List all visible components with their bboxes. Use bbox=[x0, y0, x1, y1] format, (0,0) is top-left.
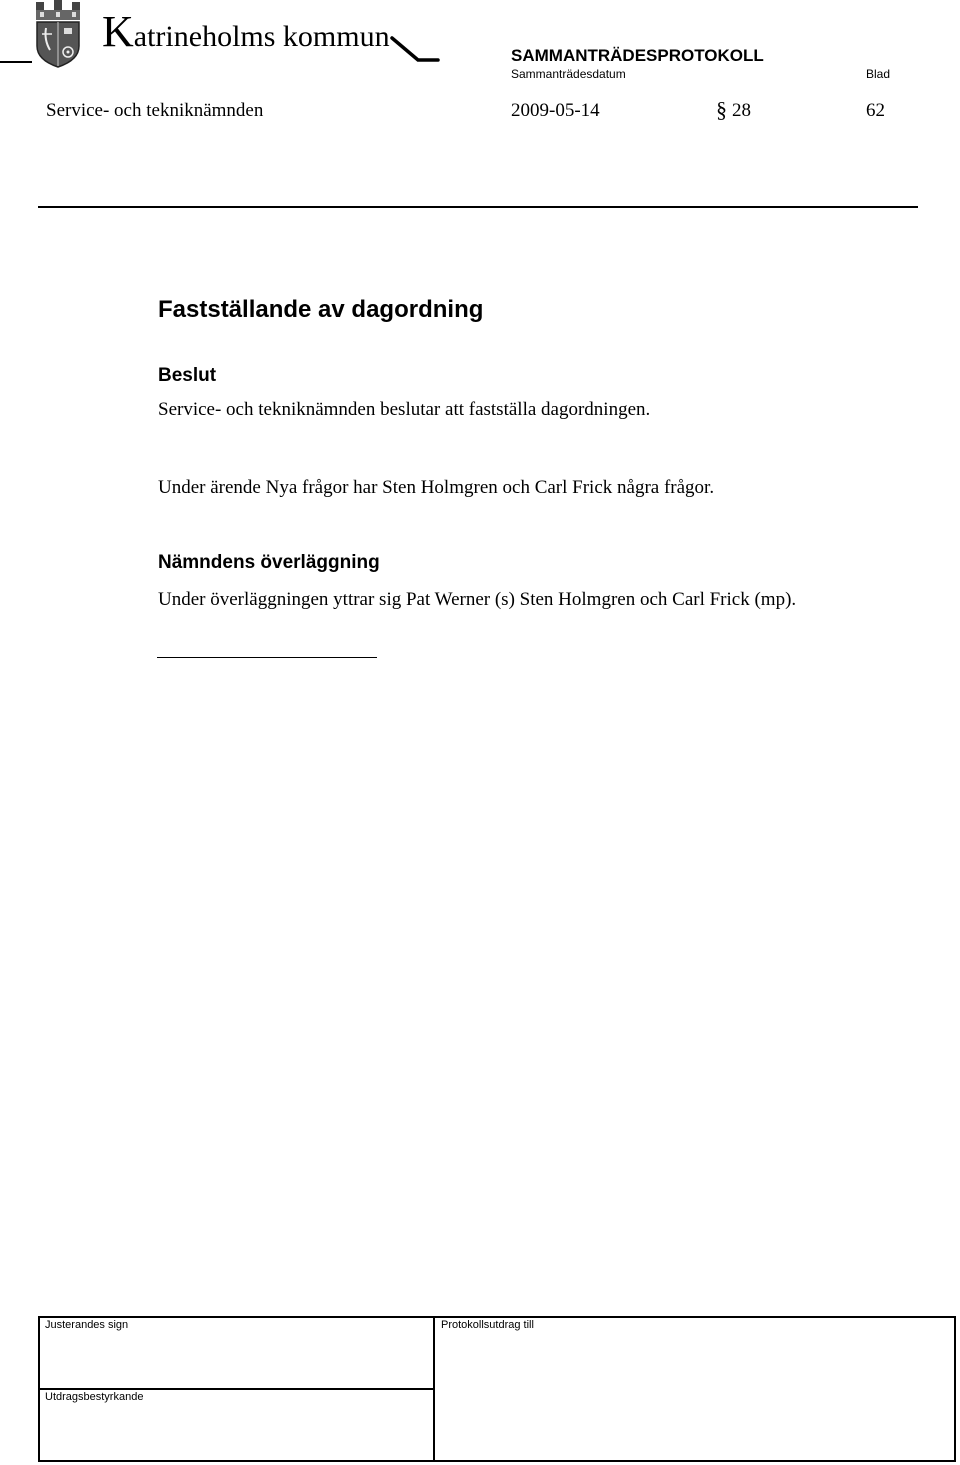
section-end-rule bbox=[157, 657, 377, 658]
meeting-date: 2009-05-14 bbox=[511, 100, 600, 121]
decision-text: Service- och tekniknämnden beslutar att fastställa dagordningen. bbox=[158, 399, 651, 420]
municipality-name-rest: atrineholms kommun bbox=[133, 20, 390, 53]
meeting-date-label: Sammanträdesdatum bbox=[511, 67, 626, 81]
coat-of-arms-icon bbox=[32, 0, 84, 68]
certification-label: Utdragsbestyrkande bbox=[45, 1391, 144, 1403]
paragraph-number: 28 bbox=[732, 100, 751, 121]
paragraph-symbol: § bbox=[716, 97, 727, 122]
logo-rule bbox=[0, 61, 32, 63]
municipality-name bbox=[102, 7, 390, 57]
page-number: 62 bbox=[866, 100, 885, 121]
signature-label: Justerandes sign bbox=[45, 1319, 129, 1331]
deliberation-heading: Nämndens överläggning bbox=[158, 552, 380, 573]
questions-text: Under ärende Nya frågor har Sten Holmgren och Carl Frick några frågor. bbox=[158, 477, 715, 498]
municipality-initial: K bbox=[102, 7, 134, 56]
decision-heading: Beslut bbox=[158, 365, 217, 386]
page-label: Blad bbox=[866, 67, 891, 81]
section-title: Fastställande av dagordning bbox=[158, 296, 484, 323]
extract-to-label: Protokollsutdrag till bbox=[441, 1319, 534, 1331]
logo-swoosh-icon bbox=[388, 34, 440, 66]
header-divider bbox=[38, 206, 918, 208]
committee-name: Service- och tekniknämnden bbox=[46, 100, 264, 121]
document-type: SAMMANTRÄDESPROTOKOLL bbox=[511, 46, 764, 65]
deliberation-text: Under överläggningen yttrar sig Pat Werner (s) Sten Holmgren och Carl Frick (mp). bbox=[158, 589, 797, 610]
